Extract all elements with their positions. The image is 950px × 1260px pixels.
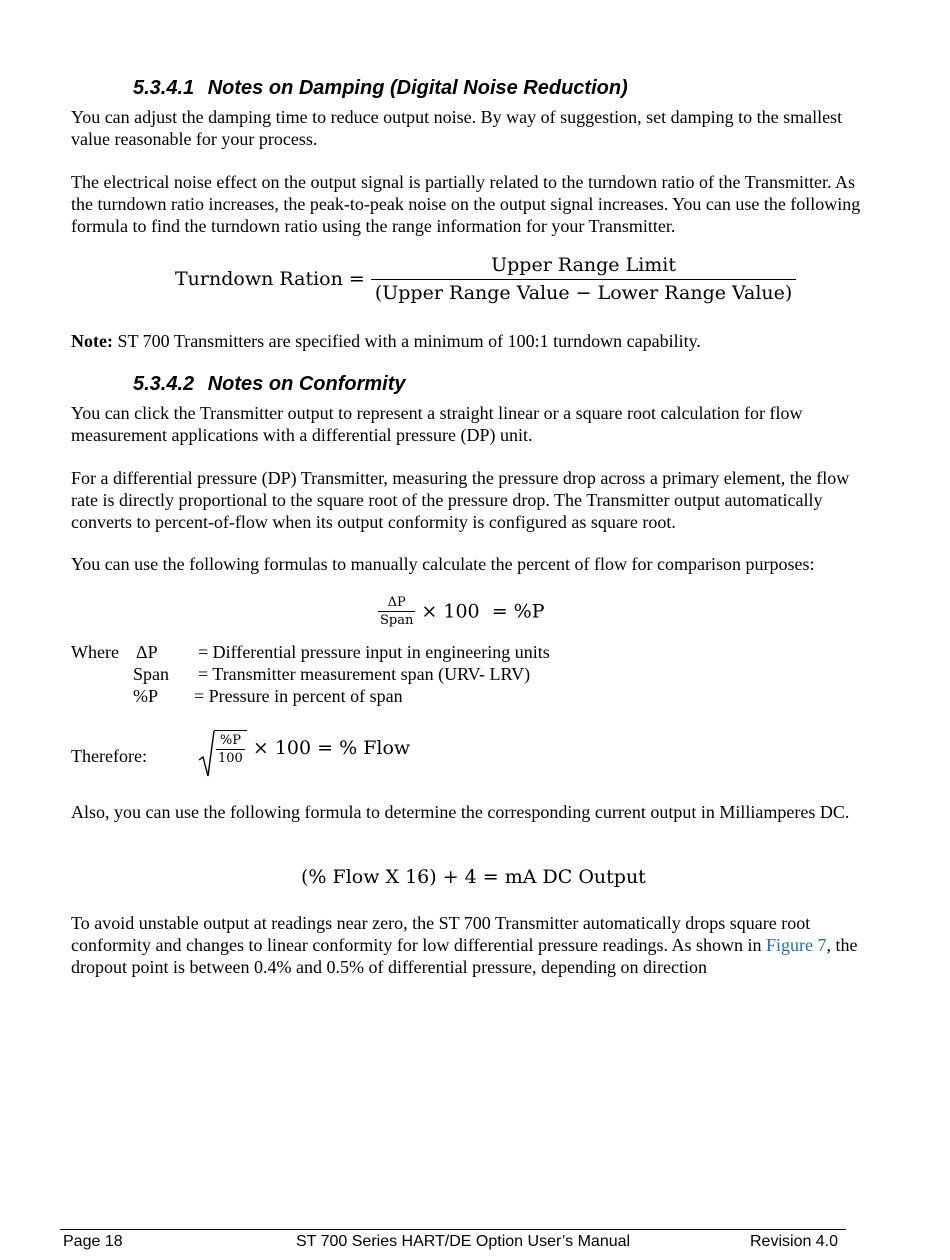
percent-flow-numerator: %P [219, 733, 241, 748]
turndown-formula [175, 254, 796, 304]
turndown-fraction [371, 254, 796, 304]
where-def-delta-p: = Differential pressure input in engineering units [198, 642, 550, 662]
section-title: Notes on Conformity [207, 373, 406, 395]
radical-sign-icon [198, 730, 216, 778]
conformity-paragraph-5 [71, 912, 861, 978]
turndown-note [71, 330, 861, 352]
figure-7-link[interactable]: Figure 7 [766, 935, 827, 955]
note-text: ST 700 Transmitters are specified with a minimum of 100:1 turndown capability. [112, 331, 701, 351]
percent-flow-denominator: 100 [218, 751, 243, 766]
conformity-paragraph-4: Also, you can use the following formula to determine the corresponding current output in Milliamperes DC. [71, 802, 850, 822]
paragraph-5-text-before: To avoid unstable output at readings near zero, the ST 700 Transmitter automatically drops square root conformity and changes to linear conformity for low differential pressure readings. As shown in [71, 913, 811, 955]
footer-manual-title: ST 700 Series HART/DE Option User’s Manual [296, 1233, 631, 1250]
where-term-span: Span [133, 664, 169, 684]
conformity-paragraph-3: You can use the following formulas to manually calculate the percent of flow for comparison purposes: [71, 554, 815, 574]
turndown-numerator: Upper Range Limit [491, 254, 677, 276]
percent-pressure-numerator: ΔP [387, 595, 406, 610]
paragraph-5-text-after: , the dropout point is between 0.4% and 0.5% of differential pressure, depending on direction [71, 935, 858, 977]
section-number: 5.3.4.1 [133, 77, 195, 99]
damping-paragraph-1: You can adjust the damping time to reduce output noise. By way of suggestion, set damping to the smallest value reasonable for your process. [71, 107, 843, 149]
percent-flow-rest: × 100 = % Flow [252, 737, 411, 759]
footer-divider [60, 1229, 846, 1230]
where-def-percent-p: = Pressure in percent of span [194, 686, 403, 706]
percent-flow-formula [198, 730, 410, 766]
section-heading-damping [133, 77, 628, 100]
where-label: Where [71, 642, 119, 662]
percent-pressure-fraction [378, 595, 415, 628]
turndown-denominator: (Upper Range Value − Lower Range Value) [371, 279, 796, 304]
ma-output-formula: (% Flow X 16) + 4 = mA DC Output [301, 866, 646, 888]
note-label: Note: [71, 331, 113, 351]
footer-page-number: Page 18 [63, 1233, 123, 1250]
where-term-percent-p: %P [133, 686, 159, 706]
turndown-formula-lhs: Turndown Ration = [175, 268, 365, 290]
percent-pressure-denominator: Span [380, 613, 414, 628]
section-number: 5.3.4.2 [133, 373, 195, 395]
percent-flow-fraction [216, 733, 245, 766]
where-def-span: = Transmitter measurement span (URV- LRV) [198, 664, 531, 684]
damping-paragraph-2: The electrical noise effect on the output signal is partially related to the turndown ratio of the Transmitter. As the turndown ratio increases, the peak-to-peak noise on the output signal increases. You can use the following formula to find the turndown ratio using the range information for your Transmitter. [71, 172, 861, 236]
percent-pressure-rest: × 100 = %P [421, 600, 545, 623]
conformity-paragraph-2: For a differential pressure (DP) Transmitter, measuring the pressure drop across a primary element, the flow rate is directly proportional to the square root of the pressure drop. The Transmitter output automatically converts to percent-of-flow when its output conformity is configured as square root. [71, 468, 850, 532]
footer-revision: Revision 4.0 [750, 1233, 839, 1250]
percent-pressure-formula [378, 595, 545, 628]
square-root [198, 730, 247, 766]
therefore-label: Therefore: [71, 746, 147, 766]
radicand [214, 730, 247, 766]
section-title: Notes on Damping (Digital Noise Reduction) [207, 77, 628, 99]
conformity-paragraph-1: You can click the Transmitter output to represent a straight linear or a square root calculation for flow measurement applications with a differential pressure (DP) unit. [71, 403, 803, 445]
section-heading-conformity [133, 373, 406, 396]
where-term-delta-p: ΔP [136, 642, 158, 662]
